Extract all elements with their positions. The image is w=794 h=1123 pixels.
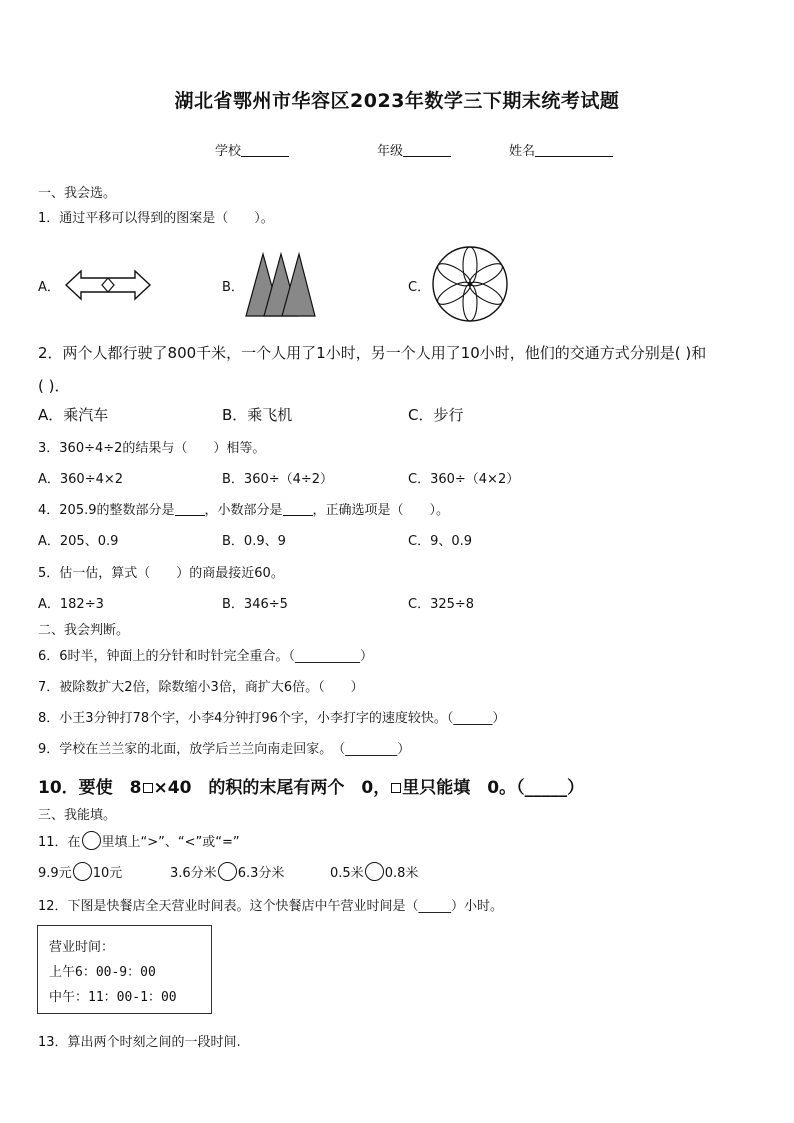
business-hours-box: [37, 925, 212, 1014]
q11-c3-right: 0.8米: [384, 866, 419, 881]
q3-option-c[interactable]: C．360÷（4×2）: [408, 472, 520, 487]
q2-option-c[interactable]: C．步行: [408, 406, 464, 424]
q11-c3-left: 0.5米: [330, 866, 364, 881]
question-8: 8．小王3分钟打78个字，小李4分钟打96个字，小李打字的速度较快。（______）: [38, 711, 506, 726]
q10-mid: ×40 的积的末尾有两个 0，: [153, 778, 391, 798]
q4-option-c[interactable]: C．9、0.9: [408, 534, 473, 549]
question-9: 9．学校在兰兰家的北面，放学后兰兰向南走回家。 （________）: [38, 742, 411, 757]
question-6: 6．6时半，钟面上的分针和时针完全重合。（__________）: [38, 649, 374, 664]
q1-option-c[interactable]: C．: [408, 280, 431, 295]
section-3-heading: 三、我能填。: [38, 808, 117, 823]
question-1: 1．通过平移可以得到的图案是（ ）。: [38, 211, 274, 226]
school-label: 学校: [215, 144, 242, 159]
question-3: 3．360÷4÷2的结果与（ ）相等。: [38, 441, 266, 456]
page-title: 湖北省鄂州市华容区2023年数学三下期末统考试题: [174, 90, 620, 112]
q10-pre: 10．要使 8: [38, 778, 142, 798]
q11-c2-left: 3.6分米: [170, 866, 217, 881]
box-title: 营业时间：: [49, 940, 115, 955]
box-morning: 上午6：00-9：00: [49, 965, 156, 980]
double-arrow-shape: [64, 268, 152, 302]
q11-c1-circle[interactable]: [73, 862, 92, 881]
q3-option-a[interactable]: A．360÷4×2: [38, 472, 124, 487]
name-field[interactable]: [509, 140, 613, 159]
q11-compare-3: [330, 862, 418, 881]
q11-compare-2: [170, 862, 284, 881]
question-11: [38, 831, 240, 850]
q4-blank-2[interactable]: [283, 503, 313, 516]
q4-stem-a: 4．205.9的整数部分是: [38, 503, 175, 518]
school-field[interactable]: [215, 140, 289, 159]
name-label: 姓名: [509, 144, 536, 159]
q11-c2-right: 6.3分米: [237, 866, 285, 881]
question-10: [38, 773, 584, 798]
q10-post: 里只能填 0。（_____）: [402, 778, 585, 798]
question-4: [38, 499, 449, 518]
q11-compare-1: [38, 862, 122, 881]
section-1-heading: 一、我会选。: [38, 186, 117, 201]
q2-option-b[interactable]: B．乘飞机: [222, 406, 293, 424]
q4-blank-1[interactable]: [175, 503, 205, 516]
q11-post: 里填上“>”、“<”或“=”: [101, 835, 240, 850]
q4-option-b[interactable]: B．0.9、9: [222, 534, 286, 549]
q10-square-2[interactable]: [391, 783, 401, 793]
q11-c1-right: 10元: [92, 866, 123, 881]
box-noon: 中午：11：00-1：00: [49, 990, 177, 1005]
question-2-line2: ( )．: [38, 377, 70, 395]
question-13: 13．算出两个时刻之间的一段时间.: [38, 1035, 241, 1050]
section-2-heading: 二、我会判断。: [38, 623, 130, 638]
q5-option-a[interactable]: A．182÷3: [38, 597, 104, 612]
q4-option-a[interactable]: A．205、0.9: [38, 534, 119, 549]
question-5: 5．估一估，算式（ ）的商最接近60。: [38, 566, 284, 581]
question-2-line1: 2．两个人都行驶了800千米，一个人用了1小时，另一个人用了10小时，他们的交通方式分别是( )和: [38, 344, 707, 362]
flower-circle-shape: [430, 244, 510, 324]
q1-option-b[interactable]: B．: [222, 280, 244, 295]
grade-label: 年级: [377, 144, 404, 159]
q5-option-b[interactable]: B．346÷5: [222, 597, 288, 612]
q2-option-a[interactable]: A．乘汽车: [38, 406, 109, 424]
q3-option-b[interactable]: B．360÷（4÷2）: [222, 472, 334, 487]
q5-option-c[interactable]: C．325÷8: [408, 597, 475, 612]
q4-stem-c: ，正确选项是（ ）。: [312, 503, 450, 518]
q11-pre: 11．在: [38, 835, 81, 850]
q11-circle-example: [82, 831, 101, 850]
q11-c3-circle[interactable]: [365, 862, 384, 881]
q1-option-a[interactable]: A．: [38, 280, 60, 295]
q10-square-1[interactable]: [143, 783, 153, 793]
grade-field[interactable]: [377, 140, 451, 159]
q11-c1-left: 9.9元: [38, 866, 72, 881]
question-7: 7．被除数扩大2倍，除数缩小3倍，商扩大6倍。（ ）: [38, 680, 364, 695]
q11-c2-circle[interactable]: [218, 862, 237, 881]
q4-stem-b: ，小数部分是: [204, 503, 283, 518]
question-12: 12．下图是快餐店全天营业时间表。这个快餐店中午营业时间是（_____）小时。: [38, 899, 504, 914]
triangles-shape: [244, 252, 316, 318]
